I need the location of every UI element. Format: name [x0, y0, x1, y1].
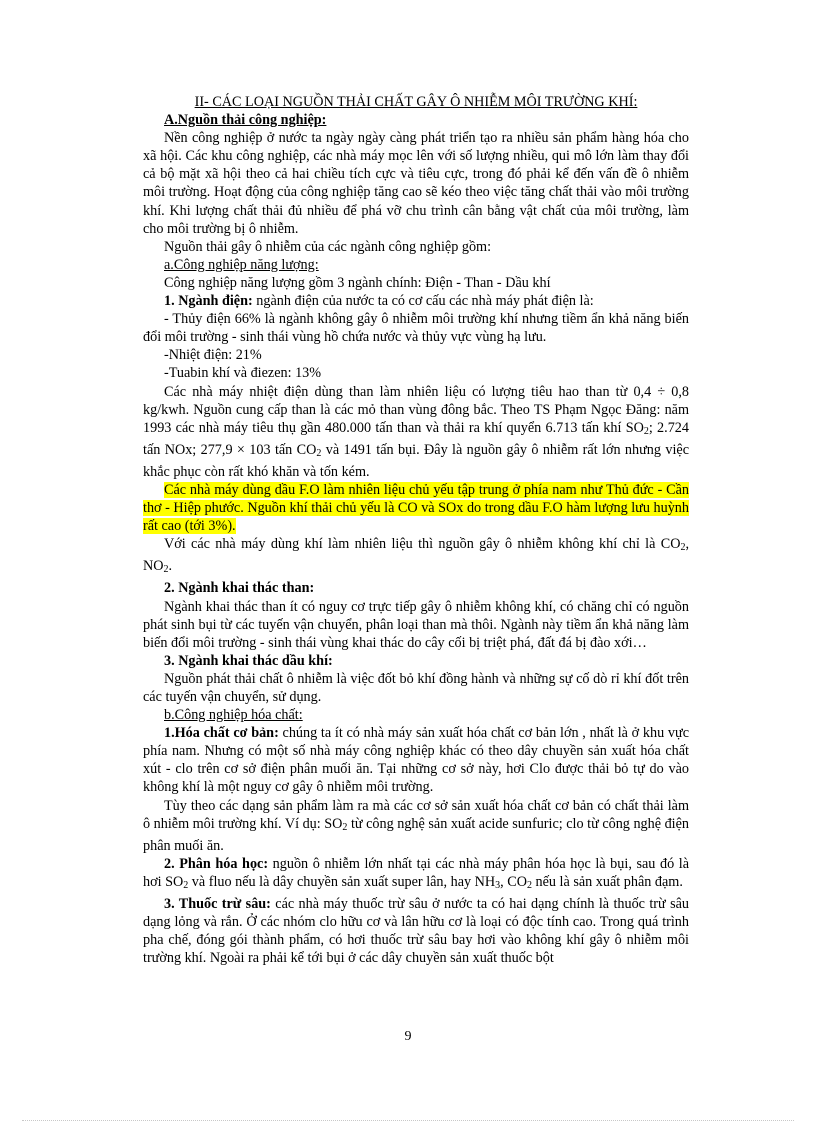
item-electricity-text: ngành điện của nước ta có cơ cấu các nhà máy phát điện là: — [252, 293, 594, 310]
sub-2: 2 — [183, 879, 189, 891]
paragraph-fo-oil — [143, 481, 689, 535]
paragraph-sources: Nguồn thải gây ô nhiễm của các ngành công nghiệp gồm: — [164, 238, 492, 255]
item-pesticide-text: các nhà máy thuốc trừ sâu ở nước ta có hai dạng chính là thuốc trừ sâu dạng lỏng và rắn. Ở các nhóm clo hữu cơ và lân hữu cơ là loại có độc tính cao. Trong quá trình pha chế, đóng gói thành phẩm, có hơi thuốc trừ sâu bay hơi vào không khí gây ô nhiễm môi trường khí. Ngoài ra phải kể tới bụi ở các dây chuyền sản xuất thuốc bột — [143, 896, 689, 967]
subsection-energy — [143, 256, 689, 274]
section-a-heading — [143, 111, 689, 129]
item-fertilizer-label: 2. Phân hóa học: — [164, 855, 269, 872]
item-coal-mining-label: 2. Ngành khai thác than: — [164, 580, 315, 597]
fert-text-a: nguồn ô nhiễm lớn nhất tại các nhà máy phân hóa học là bụi, sau đó là hơi SO — [143, 855, 689, 890]
subsection-chemical-label: b.Công nghiệp hóa chất: — [164, 707, 303, 724]
sub-2: 2 — [643, 425, 649, 437]
item-coal-mining — [143, 579, 689, 597]
paragraph-thermal: -Nhiệt điện: 21% — [164, 347, 262, 364]
paragraph-coal-mining: Ngành khai thác than ít có nguy cơ trực tiếp gây ô nhiễm không khí, có chăng chỉ có nguồn phát sinh bụi từ các tuyến vận chuyển, phân loại than mà thôi. Ngành này tiềm ẩn khả năng làm biến đổi môi trường - sinh thái vùng khai thác do cây cối bị triệt phá, đất đá bị đào xới… — [143, 598, 689, 651]
gas-text-a: Với các nhà máy dùng khí làm nhiên liệu thì nguồn gây ô nhiễm không khí chỉ là CO — [164, 536, 681, 553]
item-pesticide — [143, 895, 689, 967]
item-basic-chemicals-label: 1.Hóa chất cơ bản: — [164, 725, 279, 742]
paragraph-gas-fuel — [143, 535, 689, 579]
item-pesticide-label: 3. Thuốc trừ sâu: — [164, 896, 271, 913]
item-basic-chemicals-text: chúng ta ít có nhà máy sản xuất hóa chất cơ bản lớn , nhất là ở khu vực phía nam. Nhưng có một số nhà máy công nghiệp khác có theo dây chuyền sản xuất hóa chất xút - clo trên cơ sở điện phân muối ăn. Tại những cơ sở này, hơi Clo được thải bỏ tự do vào không khí là một nguy cơ gây ô nhiễm môi trường. — [143, 725, 689, 796]
item-fertilizer — [143, 855, 689, 895]
sub-2: 2 — [316, 447, 322, 459]
section-title: II- CÁC LOẠI NGUỒN THẢI CHẤT GÂY Ô NHIỄM MÔI TRƯỜNG KHÍ: — [194, 94, 638, 110]
item-basic-chemicals — [143, 724, 689, 796]
sub-2: 2 — [342, 821, 348, 833]
sub-3: 3 — [495, 879, 501, 891]
paragraph-coal-plants — [143, 383, 689, 481]
sub-2: 2 — [526, 879, 532, 891]
document-page — [143, 93, 689, 967]
sub-2: 2 — [163, 564, 169, 576]
paragraph-oil-gas: Nguồn phát thải chất ô nhiễm là việc đốt bỏ khí đồng hành và những sự cố dò rỉ khí đốt trên các tuyến vận chuyển, sử dụng. — [143, 670, 689, 705]
paragraph-intro: Nền công nghiệp ở nước ta ngày ngày càng phát triển tạo ra nhiều sản phẩm hàng hóa cho xã hội. Các khu công nghiệp, các nhà máy mọc lên với số lượng nhiều, qui mô lớn làm thay đổi cả bộ mặt xã hội theo cả hai chiều tích cực và tiêu cực, trong đó phải kể đến vấn đề ô nhiễm môi trường. Hoạt động của công nghiệp tăng cao sẽ kéo theo việc tăng chất thải vào môi trường khí. Khi lượng chất thải đủ nhiều để phá vỡ chu trình cân bằng vật chất của môi trường, làm cho môi trường bị ô nhiễm. — [143, 130, 689, 237]
paragraph-turbine: -Tuabin khí và điezen: 13% — [164, 365, 322, 382]
item-electricity — [143, 292, 689, 310]
subsection-energy-label: a.Công nghiệp năng lượng: — [164, 256, 319, 273]
paragraph-hydro: - Thủy điện 66% là ngành không gây ô nhiễm môi trường khí nhưng tiềm ẩn khả năng biến đổi môi trường - sinh thái vùng hồ chứa nước và thủy vực vùng hạ lưu. — [143, 311, 689, 346]
gas-text-c: . — [168, 558, 173, 575]
chem-text-a: Tùy theo các dạng sản phẩm làm ra mà các cơ sở sản xuất hóa chất cơ bản có chất thải làm ô nhiễm môi trường khí. Ví dụ: SO — [143, 797, 689, 832]
coal-text-a: Các nhà máy nhiệt điện dùng than làm nhiên liệu có lượng tiêu hao than từ 0,4 ÷ 0,8 kg/kwh. Nguồn cung cấp than là các mỏ than vùng đông bắc. Theo TS Phạm Ngọc Đăng: năm 1993 các nhà máy tiêu thụ gần 480.000 tấn than và thải ra khí quyển 6.713 tấn khí SO — [143, 383, 689, 436]
item-electricity-label: 1. Ngành điện: — [164, 293, 253, 310]
paragraph-energy: Công nghiệp năng lượng gồm 3 ngành chính: Điện - Than - Dầu khí — [164, 274, 551, 291]
subsection-chemical — [143, 706, 689, 724]
chem-text-b: từ công nghệ sản xuất acide sunfuric; clo từ công nghệ điện phân muối ăn. — [143, 815, 689, 854]
fert-text-d: nếu là sản xuất phân đạm. — [531, 873, 683, 890]
gas-text-b: , NO — [143, 536, 689, 575]
page-number: 9 — [404, 1029, 412, 1044]
fert-text-c: , CO — [500, 873, 527, 890]
paragraph-chemical-products — [143, 797, 689, 855]
section-a-label: A.Nguồn thải công nghiệp: — [164, 112, 327, 129]
fert-text-b: và fluo nếu là dây chuyền sản xuất super lân, hay NH — [188, 873, 496, 890]
page-bottom-border — [22, 1120, 794, 1121]
item-oil-gas-label: 3. Ngành khai thác dầu khí: — [164, 652, 333, 669]
coal-text-b: ; 2.724 tấn NOx; 277,9 × 103 tấn CO — [143, 419, 689, 458]
item-oil-gas — [143, 652, 689, 670]
highlighted-text: Các nhà máy dùng dầu F.O làm nhiên liệu chủ yếu tập trung ở phía nam như Thủ đức - Cần thơ - Hiệp phước. Nguồn khí thải chủ yếu là CO và SOx do trong dầu F.O hàm lượng lưu huỳnh rất cao (tới 3%). — [143, 481, 689, 535]
coal-text-c: và 1491 tấn bụi. Đây là nguồn gây ô nhiễm rất lớn nhưng việc khắc phục còn rất khó khăn và tốn kém. — [143, 441, 690, 480]
sub-2: 2 — [680, 542, 686, 554]
